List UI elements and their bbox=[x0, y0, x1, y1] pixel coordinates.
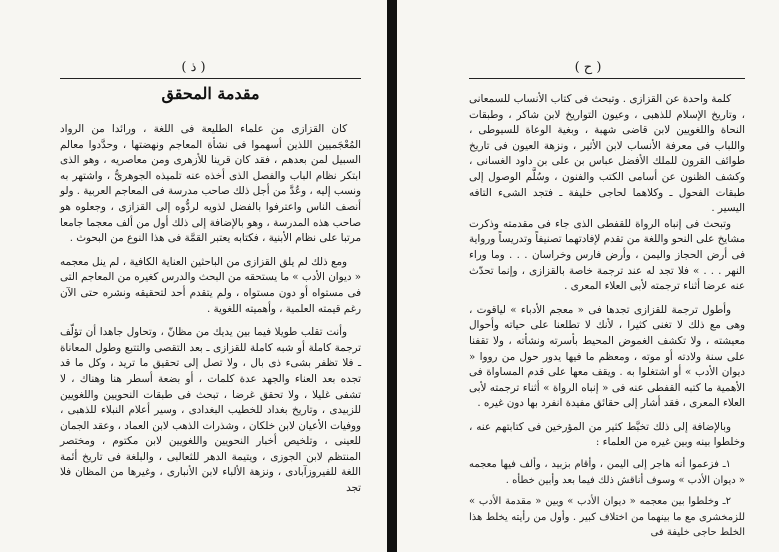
paragraph: وأطول ترجمة للقزازى تجدها فى « معجم الأدباء » لياقوت ، وهى مع ذلك لا تغنى كثيرا ، لأنك لا تطلعنا على حياته وأحوال معيشته ، ولا تكشف الغموض المحيط بأسرته ونشأته ، ولا تقفنا على سنة ولادته أو موته ، ومعظم ما فيها يدور حول من رووا « ديوان الأدب » أو اشتغلوا به . ويقف معها على قدم المساواة فى الأهمية ما كتبه القفطى عنه فى « إنباه الرواة » أثناء ترجمته لأبى العلاء المعرى ، فقد أشار إلى حقائق مفيدة انفرد بها دون غيره . bbox=[469, 303, 745, 410]
page-number: ( ح ) bbox=[574, 60, 602, 75]
header-rule bbox=[60, 78, 361, 79]
paragraph: وأنت تقلب طويلا فيما بين يديك من مظانّ ، وتحاول جاهدا أن تؤلّف ترجمة كاملة أو شبه كاملة للقزازى ـ بعد التقصى والتتبع وطول المعاناة ـ فلا تظفر بشىء ذى بال ، ولا تصل إلى تحقيق ما تريد ، وكل ما قد تجده بعد العناء والجهد عدة كلمات ، أو بضعة أسطر هنا وهناك ، لا تشفى غليلا ، ولا تحقق غرضا ، تبحث فى طبقات النحويين واللغويين للزبيدى ، وتاريخ بغداد للخطيب البغدادى ، وسير أعلام النبلاء للذهبى ، ووفيات الأعيان لابن خلكان ، وشذرات الذهب لابن العماد ، وعقد الجمان للعينى ، وتلخيص أخبار النحويين واللغويين لابن مكتوم ، ومختصر المنتظم لابن الجوزى ، ويتيمة الدهر للثعالبى ، والبلغة فى تاريخ أئمة اللغة للفيروزآبادى ، ونزهة الألباء لابن الأنبارى ، وغيرها من المظان فلا تجد bbox=[60, 326, 361, 495]
paragraph: كان القزازى من علماء الطليعة فى اللغة ، ورائدا من الرواد المُعْجَميين اللذين أسهموا فى نشأة المعاجم ونهضتها ، وحدَّدوا معالم السبيل لمن بعدهم ، فقد كان قرينا للأزهرى ومن معاصريه ، وهو الذى ابتكر نظام الباب والفصل الذى أخذه عنه تلميذه الجوهرىُّ ، واشتهر به ونسب إليه ، وعُدَّ من أجل ذلك صاحب مدرسة فى المعاجم العربية . ولو أنصف الناس واعترفوا بالفضل لذويه لردُّوه إلى القزازى ، وجعلوه هو صاحب هذه المدرسة ، وهو بالإضافة إلى ذلك أول من ألف معجما جامعا مرتبا على نظام الأبنية ، فكتابه يعتبر القمَّة فى هذا النوع من البحوث . bbox=[60, 123, 361, 245]
paragraph: وتبحث فى إنباه الرواة للقفطى الذى جاء فى مقدمته وذكرت مشايخ على النحو واللغة من تقدم لإفادتهما تصنيفاً وتدريساً ورواية فى أرض الحجاز واليمن ، وأرض فارس وخراسان . . . وما وراء النهر . . . » فلا تجد له عند ترجمة خاصة بالقزازى ، وإنما تحدّث عنه عرضا أثناء ترجمته لأبى العلاء المعرى . bbox=[469, 217, 745, 293]
paragraph: ومع ذلك لم يلق القزازى من الباحثين العناية الكافية ، لم ينل معجمه « ديوان الأدب » ما يستحقه من البحث والدرس كغيره من المعاجم التى فى مستواه أو دون مستواه ، ولم يتقدم أحد لتحقيقه ونشره حتى الآن رغم قيمته العلمية ، وأهميته اللغوية . bbox=[60, 255, 361, 315]
page-number: ( ذ ) bbox=[181, 60, 206, 75]
header-rule bbox=[469, 78, 745, 79]
paragraph: كلمة واحدة عن القزازى . وتبحث فى كتاب الأنساب للسمعانى ، وتاريخ الإسلام للذهبى ، وعيون التواريخ لابن شاكر ، وطبقات النحاة واللغويين لابن قاضى شهبة ، وبغية الوعاة للسيوطى ، واللباب فى معرفة الأنساب لابن الأثير ، ونزهة العيون فى تاريخ طوائف القرون للملك الأفضل عباس بن على بن داود الغسانى ، وكشف الظنون عن أسامى الكتب والفنون ، وسُلَّم الوصول إلى طبقات الفحول ـ وكلاهما لحاجى خليفة ـ فتجد الشىء التافه اليسير . bbox=[469, 93, 745, 215]
body-text bbox=[469, 92, 745, 541]
paragraph: وبالإضافة إلى ذلك تخبَّط كثير من المؤرخين فى كتابتهم عنه ، وخلطوا بينه وبين غيره من العلماء : bbox=[469, 420, 745, 449]
right-page bbox=[397, 0, 779, 552]
list-item: ١ـ فزعموا أنه هاجر إلى اليمن ، وأقام بزبيد ، وألف فيها معجمه « ديوان الأدب » وسوف أناقش ذلك فيما بعد وأبين خطأه . bbox=[469, 459, 745, 486]
book-gutter bbox=[387, 0, 397, 552]
list-item: ٢ـ وخلطوا بين معجمه « ديوان الأدب » وبين « مقدمة الأدب » للزمخشرى مع ما بينهما من اختلاف كبير . وأول من رأيته يخلط هذا الخلط حاجى خليفة فى bbox=[469, 496, 745, 539]
page-title: مقدمة المحقق bbox=[161, 84, 260, 103]
left-page bbox=[0, 0, 387, 552]
body-text bbox=[60, 122, 361, 497]
